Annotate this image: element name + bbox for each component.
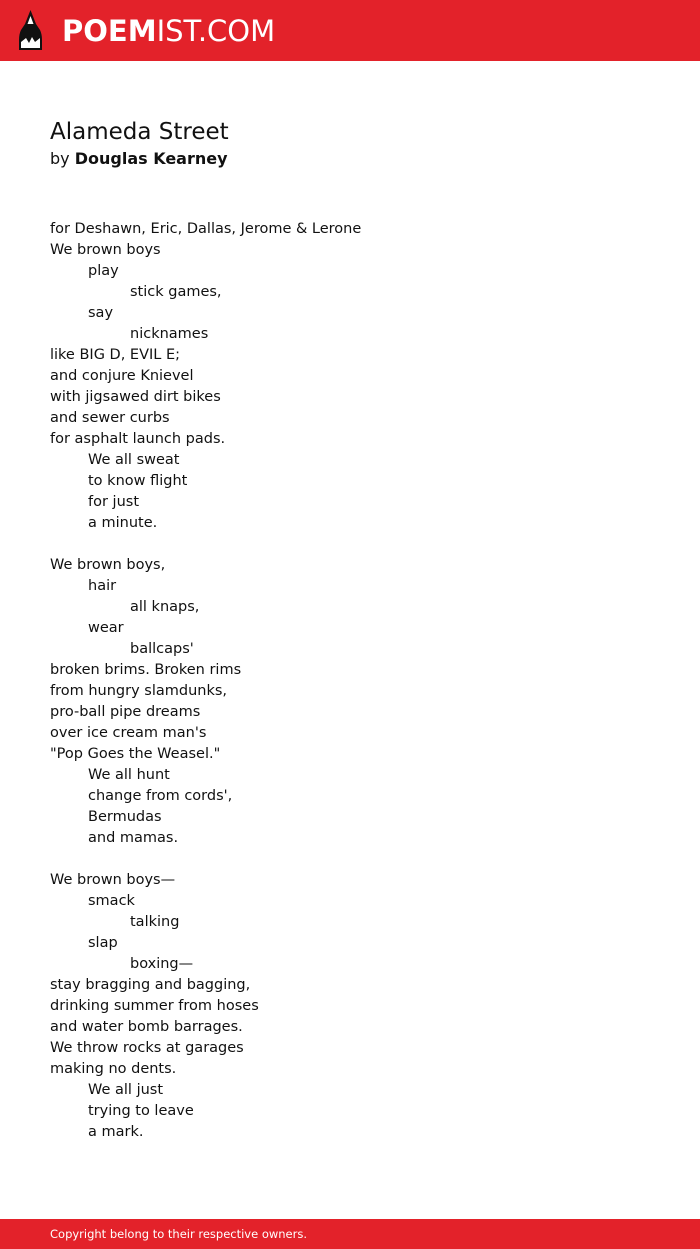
poem-title: Alameda Street [50, 119, 229, 145]
stanza-break [50, 534, 650, 555]
poem-line: Bermudas [88, 809, 162, 825]
byline [50, 148, 228, 170]
poem-line: a minute. [88, 515, 158, 531]
poem-line: for asphalt launch pads. [50, 431, 226, 447]
poem-body [50, 219, 650, 1143]
poem-line: pro-ball pipe dreams [50, 704, 201, 720]
poem-line: We all just [88, 1082, 164, 1098]
poem-line: all knaps, [130, 599, 200, 615]
poem-line: from hungry slamdunks, [50, 683, 228, 699]
poem-line: broken brims. Broken rims [50, 662, 242, 678]
pencil-icon[interactable] [18, 10, 43, 51]
poem-line: We all sweat [88, 452, 180, 468]
poem-line: stick games, [130, 284, 222, 300]
poem-line: for just [88, 494, 140, 510]
poem-line: to know flight [88, 473, 188, 489]
poem-line: drinking summer from hoses [50, 998, 259, 1014]
by-label: by [50, 149, 70, 168]
poem-line: ballcaps' [130, 641, 194, 657]
poem-line: with jigsawed dirt bikes [50, 389, 221, 405]
poem-line: like BIG D, EVIL E; [50, 347, 181, 363]
poem-line: and conjure Knievel [50, 368, 194, 384]
poem-line: change from cords', [88, 788, 233, 804]
poem-line: boxing— [130, 956, 194, 972]
stanza-break [50, 849, 650, 870]
poem-line: a mark. [88, 1124, 144, 1140]
poem-line: trying to leave [88, 1103, 194, 1119]
poem-line: We brown boys [50, 242, 161, 258]
poem-line: hair [88, 578, 117, 594]
poem-line: stay bragging and bagging, [50, 977, 251, 993]
poem-line: for Deshawn, Eric, Dallas, Jerome & Lerone [50, 221, 362, 237]
site-logo[interactable] [62, 12, 275, 50]
logo-light-text: IST.COM [156, 14, 276, 48]
poem-line: smack [88, 893, 135, 909]
poem-line: making no dents. [50, 1061, 177, 1077]
poem-line: slap [88, 935, 118, 951]
poem-line: We throw rocks at garages [50, 1040, 244, 1056]
logo-bold-text: POEM [62, 14, 157, 48]
poem-line: We brown boys— [50, 872, 176, 888]
copyright-notice: Copyright belong to their respective owners. [50, 1227, 308, 1241]
poem-line: say [88, 305, 114, 321]
poem-line: and sewer curbs [50, 410, 170, 426]
poem-line: talking [130, 914, 180, 930]
poem-line: nicknames [130, 326, 209, 342]
poem-line: and water bomb barrages. [50, 1019, 243, 1035]
poem-line: and mamas. [88, 830, 179, 846]
poem-line: wear [88, 620, 124, 636]
site-footer [0, 1219, 700, 1249]
poem-line: play [88, 263, 119, 279]
poem-line: over ice cream man's [50, 725, 207, 741]
poem-line: We all hunt [88, 767, 170, 783]
author-name[interactable]: Douglas Kearney [74, 149, 228, 168]
poem-line: We brown boys, [50, 557, 166, 573]
poem-line: "Pop Goes the Weasel." [50, 746, 221, 762]
site-header [0, 0, 700, 61]
